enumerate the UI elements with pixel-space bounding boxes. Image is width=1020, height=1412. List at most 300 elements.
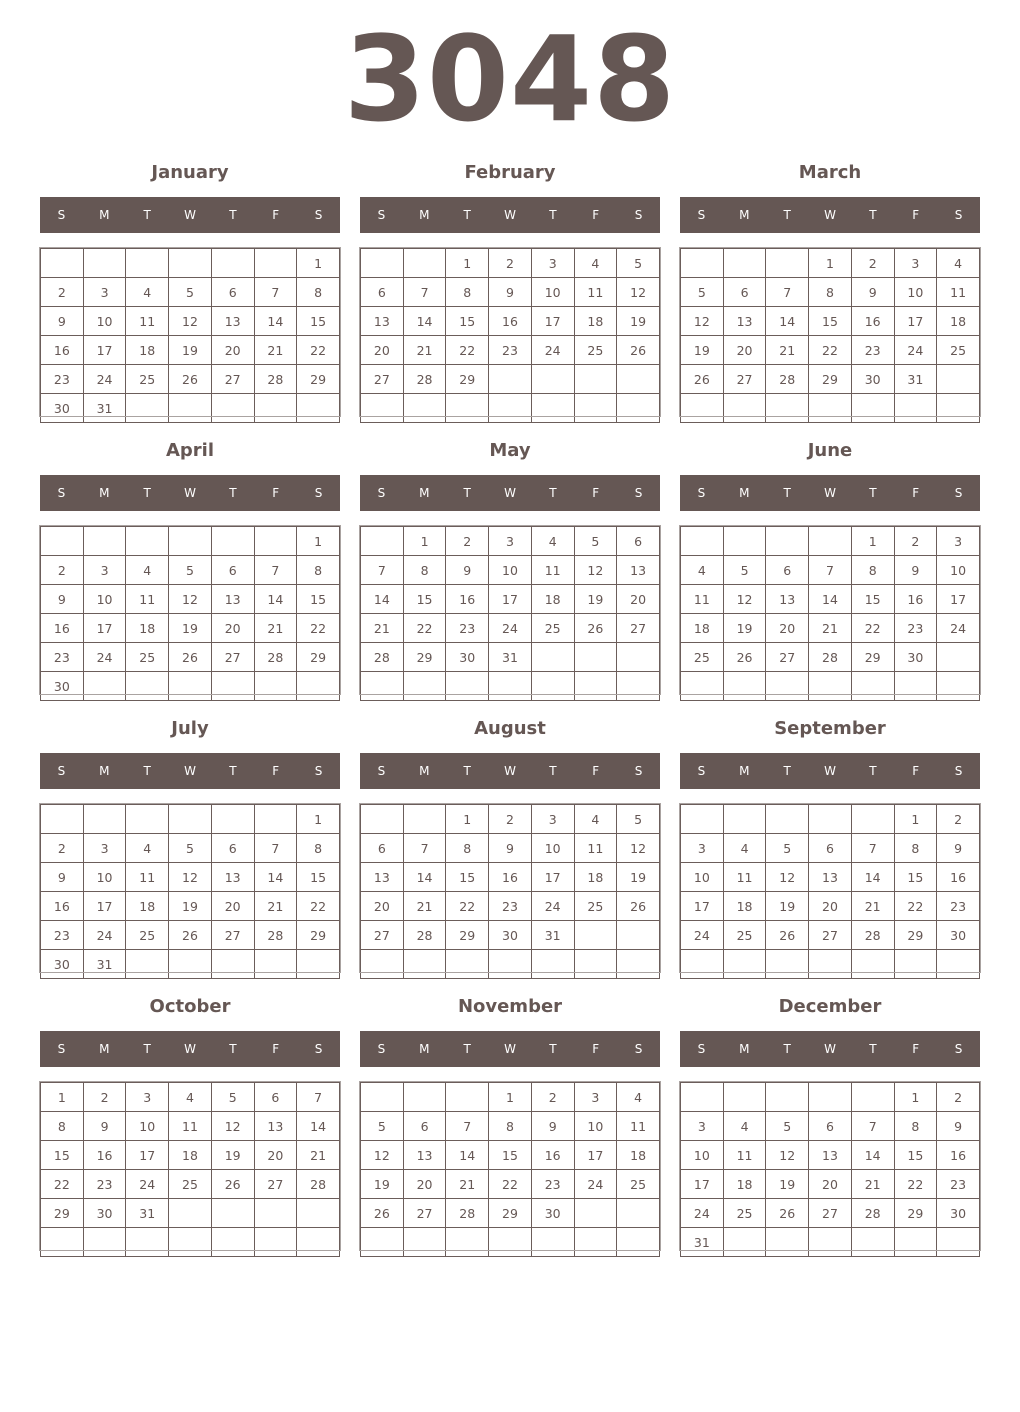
day-cell: 5 — [766, 834, 809, 863]
day-cell — [126, 249, 169, 278]
weekday-label: S — [954, 1042, 963, 1056]
day-cell — [531, 394, 574, 423]
day-cell — [446, 1228, 489, 1257]
weekday-label: M — [99, 486, 110, 500]
day-cell: 5 — [574, 527, 617, 556]
week-row — [41, 1199, 340, 1228]
day-cell — [297, 1228, 340, 1257]
day-cell: 23 — [489, 336, 532, 365]
day-cell: 31 — [894, 365, 937, 394]
day-cell: 20 — [211, 614, 254, 643]
week-row — [361, 394, 660, 423]
weekday-label: T — [783, 486, 791, 500]
week-row — [361, 1083, 660, 1112]
weekday-label: M — [419, 208, 430, 222]
day-cell: 22 — [297, 614, 340, 643]
day-cell: 15 — [297, 863, 340, 892]
day-cell: 9 — [446, 556, 489, 585]
weekday-label: S — [697, 764, 706, 778]
day-cell: 21 — [446, 1170, 489, 1199]
day-cell — [403, 1083, 446, 1112]
day-cell: 23 — [83, 1170, 126, 1199]
weekday-label: S — [634, 208, 643, 222]
weekday-label: S — [314, 486, 323, 500]
day-cell — [169, 527, 212, 556]
day-cell: 17 — [489, 585, 532, 614]
day-cell: 27 — [809, 1199, 852, 1228]
day-cell — [169, 1228, 212, 1257]
day-cell: 8 — [446, 834, 489, 863]
day-cell — [531, 672, 574, 701]
day-grid — [360, 1082, 660, 1257]
day-cell — [766, 672, 809, 701]
day-cell: 26 — [617, 892, 660, 921]
day-cell — [211, 1199, 254, 1228]
day-cell: 15 — [809, 307, 852, 336]
day-cell: 8 — [894, 1112, 937, 1141]
day-cell: 9 — [489, 834, 532, 863]
day-cell — [723, 672, 766, 701]
weekday-label: W — [824, 1042, 836, 1056]
day-cell: 14 — [851, 863, 894, 892]
day-cell: 19 — [169, 336, 212, 365]
day-cell — [574, 365, 617, 394]
month-name: October — [149, 996, 231, 1017]
day-cell: 16 — [41, 892, 84, 921]
day-cell: 3 — [681, 834, 724, 863]
day-cell: 7 — [851, 834, 894, 863]
month-name: December — [778, 996, 882, 1017]
month-february — [360, 163, 660, 423]
day-cell: 11 — [126, 307, 169, 336]
day-cell: 12 — [766, 1141, 809, 1170]
day-cell: 9 — [531, 1112, 574, 1141]
weekday-label: M — [419, 764, 430, 778]
day-cell — [361, 527, 404, 556]
month-july — [40, 719, 340, 979]
day-cell: 28 — [361, 643, 404, 672]
day-cell — [937, 365, 980, 394]
day-cell: 11 — [723, 1141, 766, 1170]
week-row — [681, 1112, 980, 1141]
day-cell: 29 — [894, 921, 937, 950]
week-row — [361, 1141, 660, 1170]
day-cell: 26 — [361, 1199, 404, 1228]
day-cell — [531, 1228, 574, 1257]
day-cell: 28 — [809, 643, 852, 672]
day-cell — [574, 394, 617, 423]
day-cell: 30 — [531, 1199, 574, 1228]
day-cell: 23 — [531, 1170, 574, 1199]
day-cell — [617, 643, 660, 672]
weekday-label: T — [463, 1042, 471, 1056]
weekday-label: T — [143, 764, 151, 778]
week-row — [41, 527, 340, 556]
day-cell: 29 — [297, 643, 340, 672]
weekday-label: T — [143, 1042, 151, 1056]
weekday-label: W — [504, 1042, 516, 1056]
day-cell: 10 — [531, 278, 574, 307]
day-cell: 9 — [41, 863, 84, 892]
day-cell: 21 — [361, 614, 404, 643]
day-cell: 12 — [723, 585, 766, 614]
week-row — [681, 249, 980, 278]
day-cell — [851, 950, 894, 979]
day-cell: 22 — [894, 1170, 937, 1199]
day-cell: 17 — [681, 892, 724, 921]
day-cell: 6 — [809, 1112, 852, 1141]
day-cell: 14 — [403, 863, 446, 892]
day-cell: 22 — [403, 614, 446, 643]
weekday-label: S — [697, 486, 706, 500]
day-cell: 22 — [297, 336, 340, 365]
day-cell: 19 — [617, 863, 660, 892]
day-cell — [851, 805, 894, 834]
week-row — [41, 863, 340, 892]
day-cell: 3 — [83, 556, 126, 585]
day-cell: 2 — [531, 1083, 574, 1112]
week-row — [361, 365, 660, 394]
day-cell: 2 — [851, 249, 894, 278]
day-cell: 9 — [83, 1112, 126, 1141]
day-cell: 24 — [681, 921, 724, 950]
day-cell: 12 — [766, 863, 809, 892]
day-cell: 6 — [766, 556, 809, 585]
day-cell — [574, 1199, 617, 1228]
day-cell: 7 — [403, 278, 446, 307]
month-may — [360, 441, 660, 701]
day-cell — [446, 672, 489, 701]
day-cell: 29 — [297, 365, 340, 394]
day-cell — [723, 249, 766, 278]
day-cell: 14 — [809, 585, 852, 614]
day-cell: 2 — [83, 1083, 126, 1112]
day-cell: 10 — [83, 863, 126, 892]
week-row — [41, 950, 340, 979]
day-cell — [809, 1083, 852, 1112]
month-april — [40, 441, 340, 701]
day-cell: 3 — [937, 527, 980, 556]
weekday-label: W — [504, 764, 516, 778]
weekday-label: T — [783, 1042, 791, 1056]
day-cell: 29 — [809, 365, 852, 394]
day-cell — [169, 805, 212, 834]
weekday-label: T — [229, 208, 237, 222]
day-cell: 24 — [681, 1199, 724, 1228]
day-cell: 30 — [446, 643, 489, 672]
weekday-label: S — [377, 1042, 386, 1056]
day-cell: 11 — [531, 556, 574, 585]
week-row — [361, 672, 660, 701]
day-cell: 14 — [254, 585, 297, 614]
day-cell: 3 — [489, 527, 532, 556]
day-grid — [40, 526, 340, 701]
day-cell: 16 — [489, 307, 532, 336]
week-row — [361, 278, 660, 307]
weekday-label: T — [869, 208, 877, 222]
day-cell: 21 — [403, 336, 446, 365]
day-cell: 14 — [254, 863, 297, 892]
day-cell — [574, 672, 617, 701]
day-cell: 8 — [809, 278, 852, 307]
day-cell: 23 — [489, 892, 532, 921]
day-cell: 24 — [83, 921, 126, 950]
day-cell — [254, 249, 297, 278]
day-cell: 15 — [894, 863, 937, 892]
day-cell: 7 — [766, 278, 809, 307]
weekday-label: T — [463, 486, 471, 500]
weekday-header — [40, 753, 340, 789]
week-row — [41, 278, 340, 307]
weekday-label: F — [592, 764, 600, 778]
weekday-label: T — [869, 486, 877, 500]
day-cell: 26 — [169, 921, 212, 950]
day-cell: 28 — [254, 365, 297, 394]
day-cell: 12 — [617, 278, 660, 307]
day-cell: 22 — [446, 892, 489, 921]
weekday-label: S — [57, 486, 66, 500]
weekday-label: T — [549, 1042, 557, 1056]
day-cell: 10 — [681, 1141, 724, 1170]
weekday-label: S — [314, 1042, 323, 1056]
day-cell: 25 — [574, 336, 617, 365]
day-cell: 7 — [403, 834, 446, 863]
weekday-header — [680, 1031, 980, 1067]
day-cell: 8 — [297, 278, 340, 307]
day-grid — [360, 248, 660, 423]
day-cell: 29 — [297, 921, 340, 950]
day-cell: 26 — [169, 365, 212, 394]
day-cell: 4 — [169, 1083, 212, 1112]
weekday-label: F — [272, 1042, 280, 1056]
weekday-label: F — [912, 764, 920, 778]
day-cell: 12 — [617, 834, 660, 863]
day-cell: 17 — [937, 585, 980, 614]
day-cell: 18 — [531, 585, 574, 614]
month-september — [680, 719, 980, 979]
week-row — [681, 863, 980, 892]
day-cell: 17 — [894, 307, 937, 336]
day-cell — [617, 1228, 660, 1257]
day-cell — [574, 950, 617, 979]
day-cell: 27 — [211, 643, 254, 672]
week-row — [681, 336, 980, 365]
week-row — [681, 307, 980, 336]
day-cell: 5 — [617, 805, 660, 834]
day-cell: 27 — [361, 921, 404, 950]
day-cell: 16 — [83, 1141, 126, 1170]
day-cell: 21 — [403, 892, 446, 921]
weekday-label: S — [377, 764, 386, 778]
day-cell — [169, 672, 212, 701]
day-cell: 4 — [723, 834, 766, 863]
day-cell: 17 — [83, 892, 126, 921]
day-cell: 8 — [446, 278, 489, 307]
day-cell: 4 — [574, 805, 617, 834]
weekday-header — [360, 197, 660, 233]
day-cell — [937, 643, 980, 672]
day-cell: 3 — [83, 834, 126, 863]
month-name: April — [165, 440, 215, 461]
day-cell: 18 — [937, 307, 980, 336]
day-cell: 4 — [723, 1112, 766, 1141]
day-cell: 23 — [446, 614, 489, 643]
day-cell: 30 — [41, 950, 84, 979]
day-cell: 24 — [531, 892, 574, 921]
day-cell — [489, 950, 532, 979]
month-january — [40, 163, 340, 423]
day-cell — [446, 1083, 489, 1112]
month-june — [680, 441, 980, 701]
month-name: January — [151, 162, 229, 183]
day-cell: 18 — [723, 1170, 766, 1199]
day-cell — [83, 672, 126, 701]
day-cell: 15 — [446, 863, 489, 892]
day-cell: 22 — [851, 614, 894, 643]
weekday-label: T — [549, 486, 557, 500]
weekday-label: S — [57, 1042, 66, 1056]
day-cell — [894, 950, 937, 979]
day-cell: 12 — [169, 585, 212, 614]
day-cell: 13 — [211, 307, 254, 336]
day-cell: 18 — [126, 336, 169, 365]
weekday-label: S — [954, 764, 963, 778]
day-cell — [211, 527, 254, 556]
day-cell: 21 — [254, 614, 297, 643]
day-cell: 23 — [937, 892, 980, 921]
day-cell — [574, 921, 617, 950]
day-cell: 19 — [617, 307, 660, 336]
weekday-label: F — [592, 486, 600, 500]
day-cell — [851, 394, 894, 423]
day-cell: 26 — [169, 643, 212, 672]
day-cell — [766, 950, 809, 979]
day-cell: 11 — [723, 863, 766, 892]
day-cell — [41, 805, 84, 834]
week-row — [41, 1083, 340, 1112]
weekday-label: M — [99, 208, 110, 222]
week-row — [41, 1112, 340, 1141]
day-cell — [681, 527, 724, 556]
day-cell: 7 — [254, 834, 297, 863]
day-cell — [361, 805, 404, 834]
day-cell: 19 — [766, 1170, 809, 1199]
week-row — [361, 307, 660, 336]
day-cell — [531, 950, 574, 979]
day-cell: 28 — [851, 1199, 894, 1228]
month-name: February — [464, 162, 556, 183]
day-cell: 22 — [41, 1170, 84, 1199]
day-cell: 17 — [83, 336, 126, 365]
day-cell: 7 — [809, 556, 852, 585]
day-cell: 6 — [809, 834, 852, 863]
day-cell — [574, 1228, 617, 1257]
day-cell: 13 — [723, 307, 766, 336]
day-cell — [531, 643, 574, 672]
day-cell — [766, 249, 809, 278]
day-cell: 13 — [361, 863, 404, 892]
day-cell: 15 — [851, 585, 894, 614]
day-cell: 29 — [41, 1199, 84, 1228]
month-december — [680, 997, 980, 1257]
day-cell: 29 — [851, 643, 894, 672]
day-cell: 5 — [211, 1083, 254, 1112]
day-cell: 6 — [361, 834, 404, 863]
day-cell — [254, 672, 297, 701]
day-cell: 4 — [126, 278, 169, 307]
day-cell: 15 — [297, 307, 340, 336]
day-cell — [446, 950, 489, 979]
day-cell: 13 — [211, 863, 254, 892]
day-cell: 17 — [531, 863, 574, 892]
day-cell: 3 — [531, 249, 574, 278]
weekday-header — [360, 475, 660, 511]
day-cell — [766, 1228, 809, 1257]
day-cell: 13 — [361, 307, 404, 336]
day-cell: 11 — [681, 585, 724, 614]
day-cell: 24 — [83, 643, 126, 672]
year-title: 3048 — [343, 10, 677, 148]
day-cell: 8 — [403, 556, 446, 585]
day-cell: 1 — [851, 527, 894, 556]
weekday-label: S — [634, 764, 643, 778]
day-cell: 27 — [809, 921, 852, 950]
day-cell: 7 — [297, 1083, 340, 1112]
day-cell: 20 — [211, 892, 254, 921]
weekday-label: F — [272, 764, 280, 778]
weekday-header — [680, 753, 980, 789]
day-cell: 1 — [41, 1083, 84, 1112]
day-cell: 1 — [894, 805, 937, 834]
day-cell — [169, 394, 212, 423]
week-row — [41, 365, 340, 394]
day-cell: 9 — [851, 278, 894, 307]
day-cell — [937, 394, 980, 423]
day-cell: 15 — [297, 585, 340, 614]
weekday-header — [40, 475, 340, 511]
day-cell: 25 — [723, 921, 766, 950]
day-cell — [361, 394, 404, 423]
day-cell: 28 — [851, 921, 894, 950]
week-row — [681, 1199, 980, 1228]
day-cell: 16 — [937, 863, 980, 892]
day-cell: 9 — [489, 278, 532, 307]
day-cell: 21 — [851, 1170, 894, 1199]
day-cell: 27 — [211, 921, 254, 950]
day-cell: 11 — [617, 1112, 660, 1141]
day-cell — [169, 249, 212, 278]
week-row — [681, 643, 980, 672]
week-row — [681, 1083, 980, 1112]
week-row — [361, 805, 660, 834]
day-cell: 7 — [851, 1112, 894, 1141]
day-cell: 29 — [894, 1199, 937, 1228]
day-cell: 10 — [681, 863, 724, 892]
day-cell — [681, 672, 724, 701]
day-cell: 1 — [446, 805, 489, 834]
day-cell: 4 — [617, 1083, 660, 1112]
day-cell: 11 — [169, 1112, 212, 1141]
day-cell — [403, 249, 446, 278]
day-cell: 23 — [937, 1170, 980, 1199]
week-row — [361, 1112, 660, 1141]
day-cell — [41, 527, 84, 556]
weekday-label: F — [272, 486, 280, 500]
day-cell — [574, 643, 617, 672]
weekday-label: W — [824, 486, 836, 500]
day-cell: 15 — [403, 585, 446, 614]
day-cell: 26 — [766, 1199, 809, 1228]
